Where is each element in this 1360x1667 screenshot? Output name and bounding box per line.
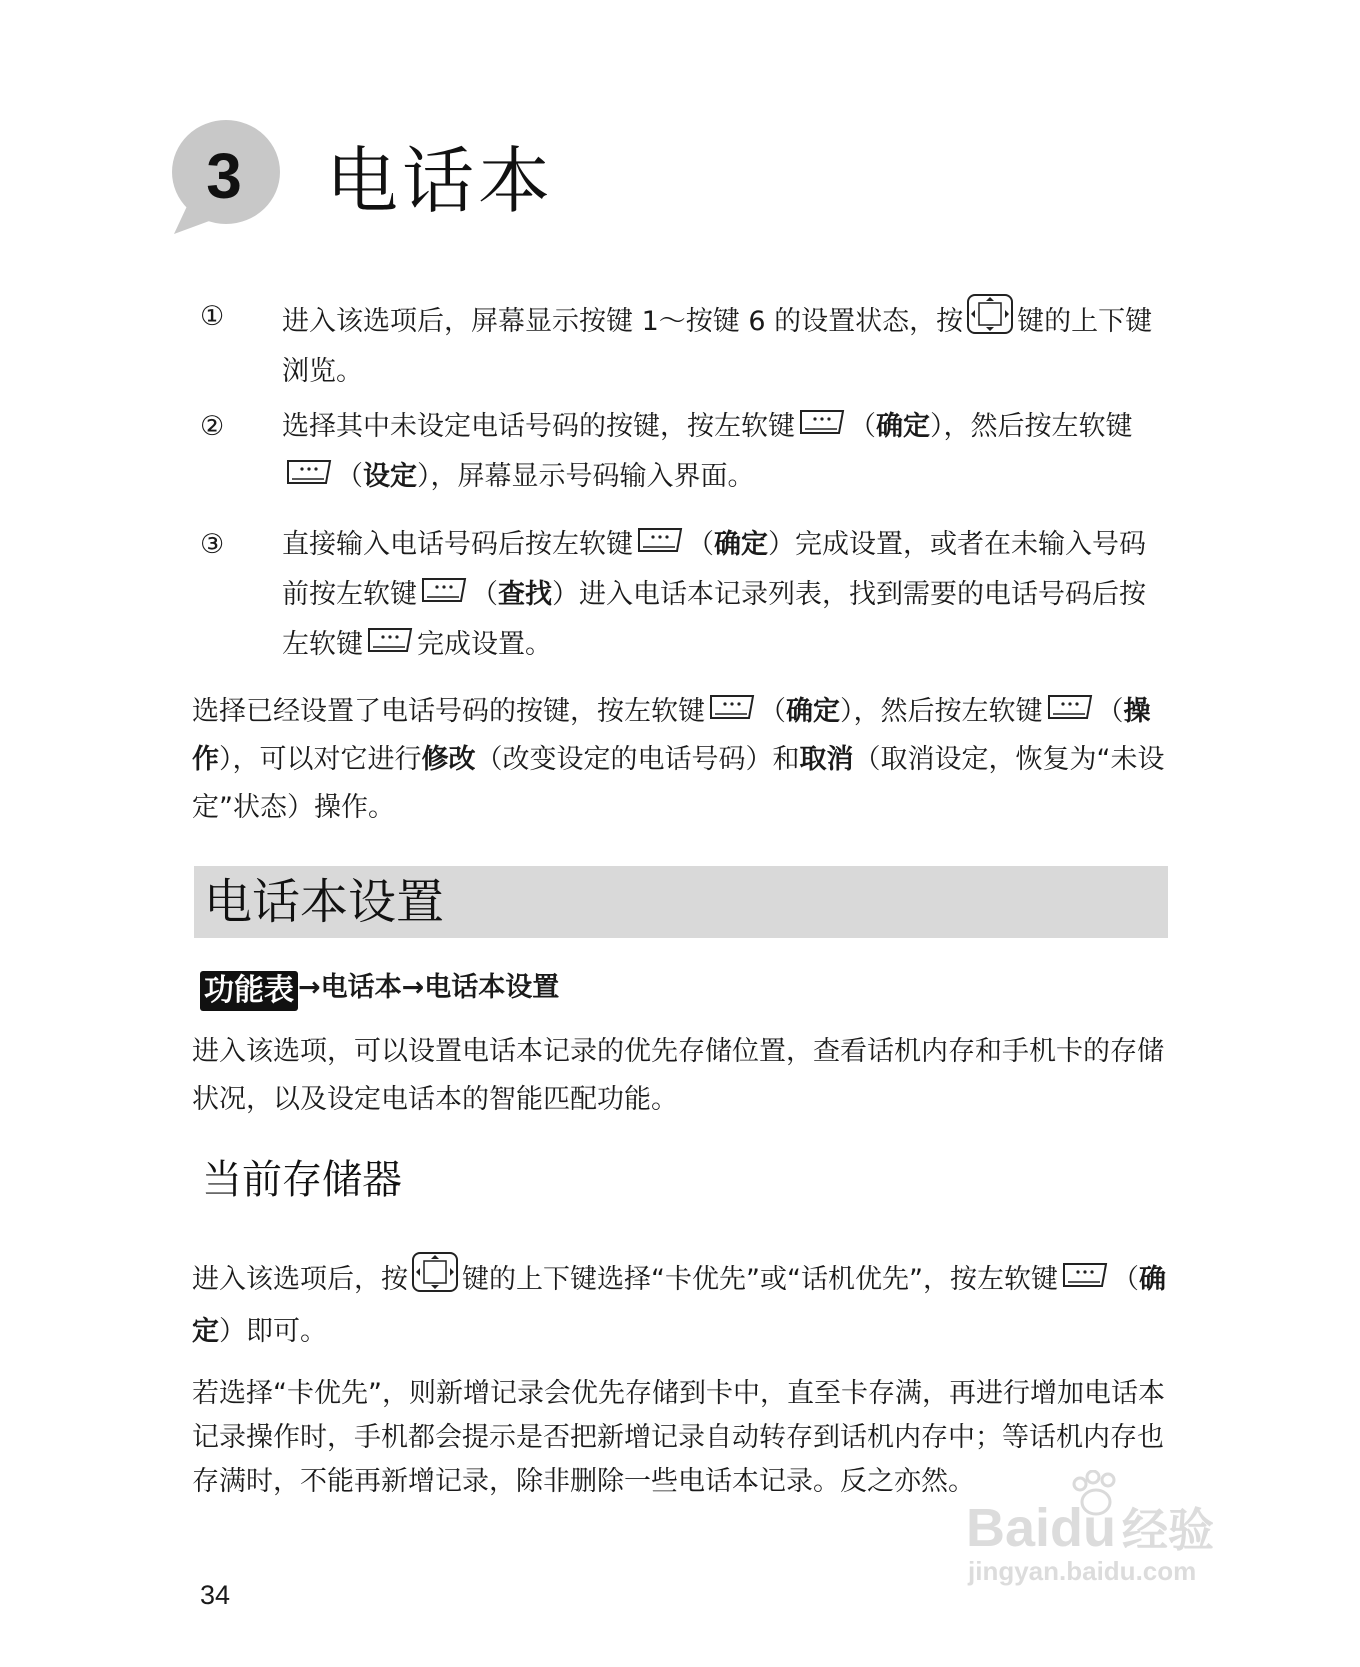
chapter-number-bubble <box>168 118 280 236</box>
set-key-paragraph: 选择已经设置了电话号码的按键，按左软键 （确定），然后按左软键 （操作），可以对它进行修改（改变设定的电话号码）和取消（取消设定，恢复为“未设定”状态）操作。 <box>192 688 1168 832</box>
left-softkey-icon <box>419 572 469 602</box>
arrow-icon: → <box>298 972 321 1003</box>
left-softkey-icon <box>635 522 685 552</box>
step-marker: ① <box>200 301 225 332</box>
nav-key-icon <box>965 292 1015 336</box>
watermark-brand-cn: 经验 <box>1122 1503 1215 1557</box>
left-softkey-icon <box>1060 1256 1110 1286</box>
left-softkey-icon <box>707 690 757 720</box>
subsection-paragraph-2: 若选择“卡优先”，则新增记录会优先存储到卡中，直至卡存满，再进行增加电话本记录操作时，手机都会提示是否把新增记录自动转存到话机内存中；等话机内存也存满时，不能再新增记录，除非删除一些电话本记录。反之亦然。 <box>192 1378 1165 1497</box>
left-softkey-icon <box>797 404 847 434</box>
step-marker: ② <box>200 411 225 442</box>
section-title: 电话本设置 <box>204 874 445 930</box>
section-intro: 进入该选项，可以设置电话本记录的优先存储位置，查看话机内存和手机卡的存储状况，以及设定电话本的智能匹配功能。 <box>192 1036 1164 1115</box>
chapter-title: 电话本 <box>326 139 555 223</box>
step-marker: ③ <box>200 529 225 560</box>
menu-badge: 功能表 <box>200 971 298 1011</box>
menu-path-item: 电话本设置 <box>424 972 560 1003</box>
step-text: 直接输入电话号码后按左软键 （确定）完成设置，或者在未输入号码前按左软键 （查找）进入电话本记录列表，找到需要的电话号码后按左软键 完成设置。 <box>282 520 1168 670</box>
left-softkey-icon <box>1045 690 1095 720</box>
watermark-brand: du <box>1050 1498 1117 1558</box>
step-item-3 <box>200 520 1168 670</box>
menu-path <box>200 966 559 1011</box>
subsection-paragraph-1: 进入该选项后，按 键的上下键选择“卡优先”或“话机优先”，按左软键 （确定）即可。 <box>192 1250 1168 1358</box>
left-softkey-icon <box>284 454 334 484</box>
watermark-brand: Bai <box>966 1498 1051 1558</box>
step-text: 选择其中未设定电话号码的按键，按左软键 （确定），然后按左软键（设定），屏幕显示号码输入界面。 <box>282 402 1168 502</box>
watermark-url: jingyan.baidu.com <box>968 1556 1197 1586</box>
left-softkey-icon <box>365 622 415 652</box>
menu-path-item: 电话本 <box>320 972 402 1003</box>
chapter-number: 3 <box>206 140 242 212</box>
arrow-icon: → <box>401 972 425 1003</box>
page-number: 34 <box>200 1580 231 1610</box>
baidu-watermark <box>966 1470 1296 1586</box>
subsection-title: 当前存储器 <box>202 1157 402 1203</box>
step-item-2 <box>200 402 1168 502</box>
nav-key-icon <box>410 1250 460 1294</box>
step-item-1 <box>200 292 1168 392</box>
step-text: 进入该选项后，屏幕显示按键 1～按键 6 的设置状态，按 键的上下键浏览。 <box>282 292 1168 397</box>
